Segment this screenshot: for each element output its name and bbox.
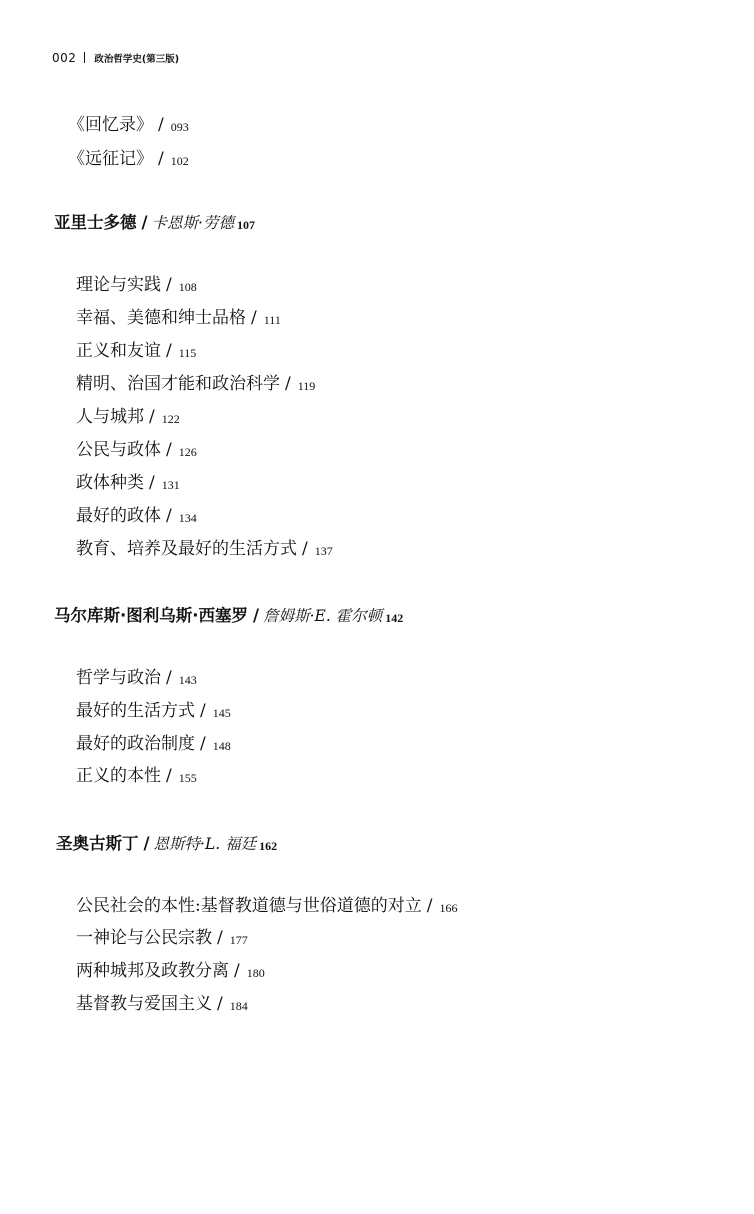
toc-entry-page: 108 [178,280,197,294]
toc-separator: / [149,473,155,493]
header-divider [84,52,85,63]
toc-separator: / [166,275,172,295]
chapter-author: 詹姆斯·E. 霍尔顿 [263,607,383,625]
chapter-title: 亚里士多德 [54,213,137,232]
toc-separator: / [166,668,172,688]
toc-entry-page: 131 [161,478,180,492]
toc-separator: / [217,994,223,1014]
chapter-author: 卡恩斯·劳德 [151,214,234,232]
toc-separator: / [234,961,240,981]
toc-entry-page: 155 [178,771,197,785]
toc-entry-title: 人与城邦 [76,407,144,427]
toc-entry [76,926,248,952]
toc-entry-title: 《远征记》 [68,149,153,169]
toc-entry [76,699,231,725]
chapter-page: 107 [236,218,255,232]
toc-entry [76,504,197,530]
toc-entry-page: 126 [178,445,197,459]
toc-entry-title: 最好的政治制度 [76,734,195,754]
toc-entry [68,113,189,139]
toc-separator: / [302,539,308,559]
toc-entry-page: 177 [229,933,248,947]
toc-separator: / [251,308,257,328]
toc-entry [76,306,281,332]
toc-entry [76,438,197,464]
toc-entry-title: 公民与政体 [76,440,161,460]
toc-entry-title: 哲学与政治 [76,668,161,688]
toc-separator: / [143,834,150,853]
toc-entry-title: 一神论与公民宗教 [76,928,212,948]
toc-entry-page: 137 [314,544,333,558]
toc-chapter [54,604,403,630]
toc-entry [76,372,315,398]
running-header [52,50,179,68]
chapter-author: 恩斯特·L. 福廷 [153,835,257,853]
toc-entry [76,666,197,692]
toc-entry-title: 教育、培养及最好的生活方式 [76,539,297,559]
toc-entry-title: 最好的生活方式 [76,701,195,721]
book-title: 政治哲学史(第三版) [94,54,180,65]
toc-separator: / [166,766,172,786]
toc-entry [76,764,197,790]
toc-entry [68,147,189,173]
toc-chapter [56,832,277,858]
toc-entry-title: 精明、治国才能和政治科学 [76,374,280,394]
toc-entry-page: 111 [263,313,281,327]
toc-entry-title: 公民社会的本性:基督教道德与世俗道德的对立 [76,896,422,916]
toc-entry-page: 134 [178,511,197,525]
toc-entry-title: 基督教与爱国主义 [76,994,212,1014]
toc-entry-page: 143 [178,673,197,687]
chapter-page: 162 [259,839,278,853]
toc-separator: / [141,213,148,232]
toc-entry-page: 115 [178,346,197,360]
toc-entry-page: 148 [212,739,231,753]
toc-entry-page: 093 [170,120,189,134]
toc-entry-page: 145 [212,706,231,720]
toc-separator: / [149,407,155,427]
toc-entry [76,471,180,497]
toc-separator: / [253,606,260,625]
toc-separator: / [217,928,223,948]
toc-separator: / [285,374,291,394]
toc-entry [76,894,457,920]
toc-entry-page: 102 [170,154,189,168]
toc-entry-title: 理论与实践 [76,275,161,295]
toc-separator: / [166,506,172,526]
toc-entry [76,537,333,563]
toc-entry-title: 两种城邦及政教分离 [76,961,229,981]
toc-separator: / [200,701,206,721]
toc-separator: / [158,149,164,169]
toc-entry-title: 《回忆录》 [68,115,153,135]
toc-entry-title: 最好的政体 [76,506,161,526]
toc-entry-page: 122 [161,412,180,426]
toc-entry-title: 正义和友谊 [76,341,161,361]
toc-entry-page: 166 [439,901,458,915]
toc-separator: / [166,440,172,460]
toc-chapter [54,211,255,237]
toc-entry [76,959,265,985]
toc-entry-title: 幸福、美德和绅士品格 [76,308,246,328]
toc-entry [76,405,180,431]
toc-entry [76,273,197,299]
toc-entry [76,732,231,758]
toc-entry [76,339,196,365]
toc-entry-title: 政体种类 [76,473,144,493]
toc-entry-page: 184 [229,999,248,1013]
chapter-title: 马尔库斯·图利乌斯·西塞罗 [54,606,249,625]
toc-entry-title: 正义的本性 [76,766,161,786]
toc-separator: / [426,896,433,916]
toc-separator: / [158,115,164,135]
toc-entry-page: 180 [246,966,265,980]
page-number: 002 [52,51,77,65]
toc-separator: / [200,734,206,754]
toc-separator: / [166,341,172,361]
chapter-page: 142 [385,611,404,625]
chapter-title: 圣奥古斯丁 [56,834,139,853]
toc-entry [76,992,248,1018]
toc-entry-page: 119 [297,379,316,393]
